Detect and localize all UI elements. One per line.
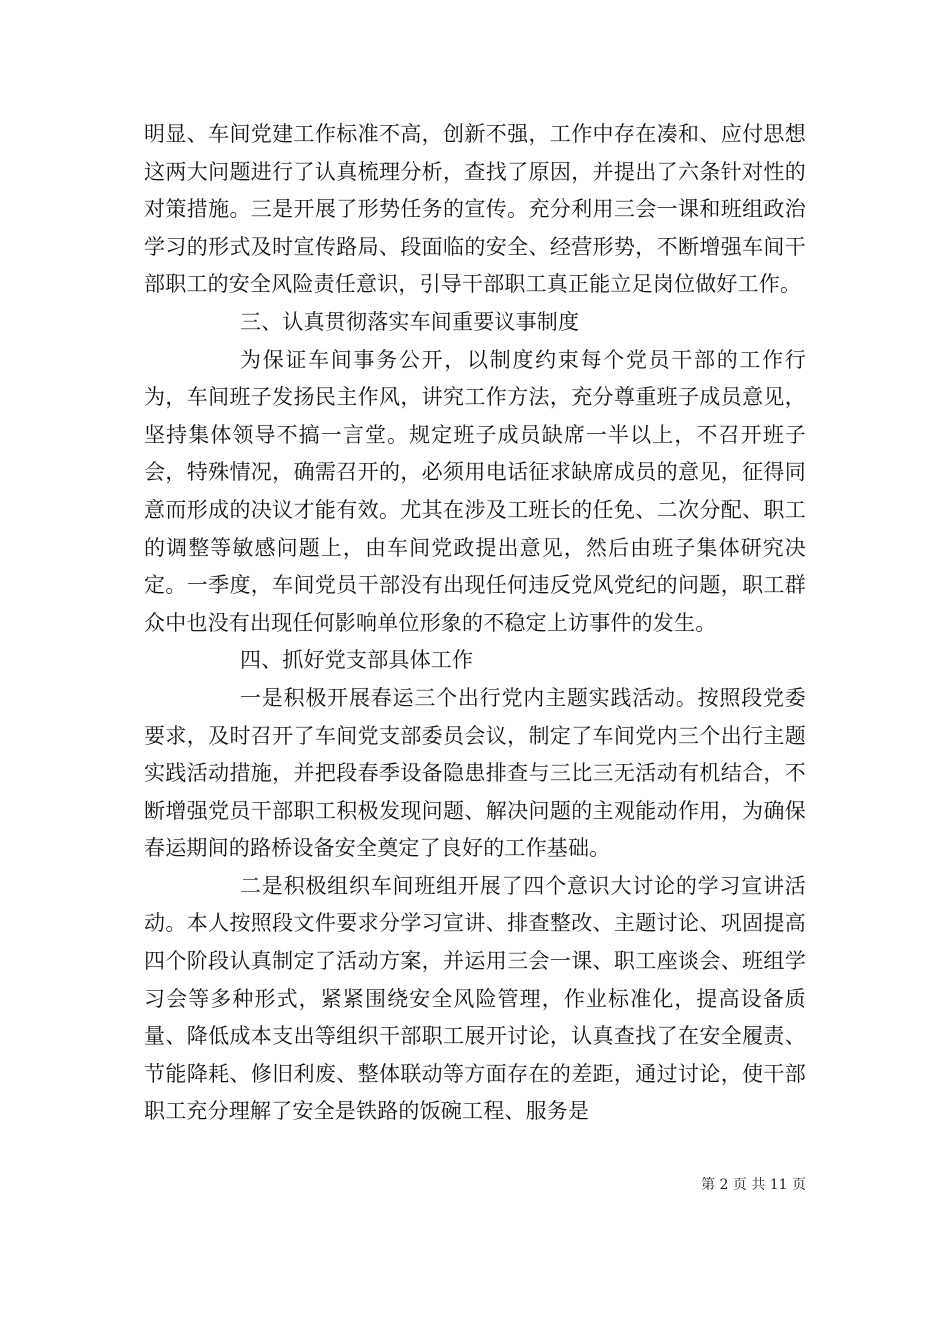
paragraph-discussion-activity: 二是积极组织车间班组开展了四个意识大讨论的学习宣讲活动。本人按照段文件要求分学习宣讲、排查整改、主题讨论、巩固提高四个阶段认真制定了活动方案，并运用三会一课、职工座谈会、班组学习会等多种形式，紧紧围绕安全风险管理，作业标准化，提高设备质量、降低成本支出等组织干部职工展开讨论，认真查找了在安全履责、节能降耗、修旧利废、整体联动等方面存在的差距，通过讨论，使干部职工充分理解了安全是铁路的饭碗工程、服务是: [144, 873, 806, 1124]
page-number-footer: 第 2 页 共 11 页: [701, 1177, 806, 1193]
paragraph-spring-activity: 一是积极开展春运三个出行党内主题实践活动。按照段党委要求，及时召开了车间党支部委员会议，制定了车间党内三个出行主题实践活动措施，并把段春季设备隐患排查与三比三无活动有机结合，不断增强党员干部职工积极发现问题、解决问题的主观能动作用，为确保春运期间的路桥设备安全奠定了良好的工作基础。: [144, 685, 806, 861]
paragraph-continuation: 明显、车间党建工作标准不高，创新不强，工作中存在凑和、应付思想这两大问题进行了认真梳理分析，查找了原因，并提出了六条针对性的对策措施。三是开展了形势任务的宣传。充分利用三会一课和班组政治学习的形式及时宣传路局、段面临的安全、经营形势，不断增强车间干部职工的安全风险责任意识，引导干部职工真正能立足岗位做好工作。: [144, 122, 806, 297]
section-heading-three: 三、认真贯彻落实车间重要议事制度: [240, 309, 580, 334]
paragraph-meeting-system: 为保证车间事务公开，以制度约束每个党员干部的工作行为，车间班子发扬民主作风，讲究工作方法，充分尊重班子成员意见，坚持集体领导不搞一言堂。规定班子成员缺席一半以上，不召开班子会，特殊情况，确需召开的，必须用电话征求缺席成员的意见，征得同意而形成的决议才能有效。尤其在涉及工班长的任免、二次分配、职工的调整等敏感问题上，由车间党政提出意见，然后由班子集体研究决定。一季度，车间党员干部没有出现任何违反党风党纪的问题，职工群众中也没有出现任何影响单位形象的不稳定上访事件的发生。: [144, 347, 806, 635]
document-body: [144, 116, 806, 1131]
section-heading-four: 四、抓好党支部具体工作: [240, 648, 474, 673]
